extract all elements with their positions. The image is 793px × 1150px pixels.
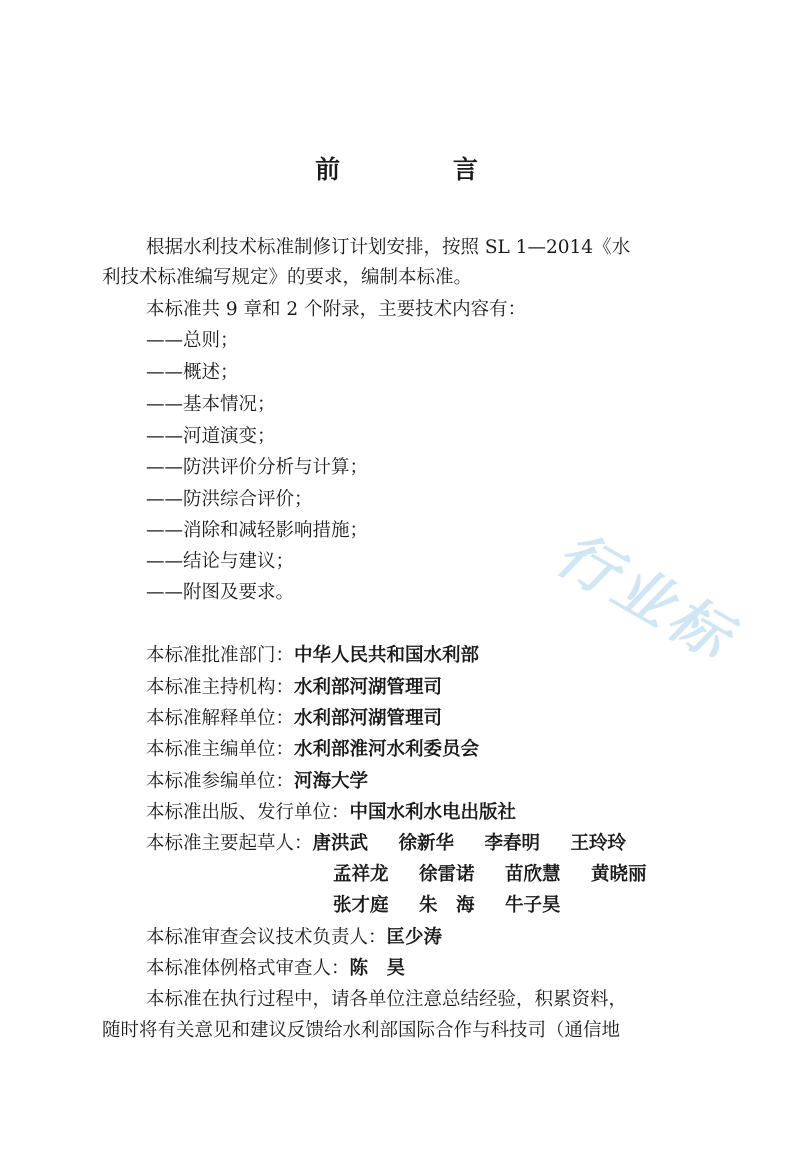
review-value: 匡少涛	[386, 927, 443, 948]
content-item: ——防洪评价分析与计算；	[146, 457, 369, 478]
approval-label: 本标准批准部门：	[146, 645, 295, 666]
drafter-name: 张才庭	[333, 895, 389, 916]
participant-line	[146, 769, 368, 795]
publisher-label: 本标准出版、发行单位：	[146, 802, 350, 823]
participant-label: 本标准参编单位：	[146, 771, 295, 792]
drafter-name: 徐新华	[398, 833, 455, 854]
content-item: ——河道演变；	[146, 426, 276, 447]
content-item: ——结论与建议；	[146, 551, 295, 572]
content-item: ——附图及要求。	[146, 582, 295, 603]
content-item: ——基本情况；	[146, 394, 276, 415]
interpret-label: 本标准解释单位：	[146, 708, 295, 729]
watermark-text: 行业标	[545, 519, 746, 675]
publisher-value: 中国水利水电出版社	[349, 802, 517, 823]
format-line	[146, 956, 405, 982]
content-item: ——消除和减轻影响措施；	[146, 520, 369, 541]
publisher-line	[146, 800, 516, 826]
drafter-name: 李春明	[484, 833, 541, 854]
drafter-name: 王玲玲	[570, 833, 627, 854]
drafters-line-1	[146, 831, 657, 857]
host-value: 水利部河湖管理司	[294, 677, 443, 698]
page-title: 前 言	[315, 155, 530, 184]
format-value: 陈 昊	[349, 958, 406, 979]
content-item: ——总则；	[146, 330, 239, 351]
host-label: 本标准主持机构：	[146, 677, 295, 698]
drafter-name: 苗欣慧	[505, 864, 561, 885]
editor-value: 水利部淮河水利委员会	[294, 739, 480, 760]
drafters-line-2	[333, 862, 677, 888]
intro-line-2: 利技术标准编写规定》的要求，编制本标准。	[102, 267, 473, 288]
drafters-label: 本标准主要起草人：	[146, 833, 313, 854]
interpret-line	[146, 706, 442, 732]
editor-line	[146, 737, 479, 763]
editor-label: 本标准主编单位：	[146, 739, 295, 760]
drafter-name: 黄晓丽	[591, 864, 647, 885]
closing-line-1: 本标准在执行过程中，请各单位注意总结经验，积累资料，	[146, 989, 628, 1010]
interpret-value: 水利部河湖管理司	[294, 708, 443, 729]
format-label: 本标准体例格式审查人：	[146, 958, 350, 979]
approval-value: 中华人民共和国水利部	[294, 645, 480, 666]
watermark	[521, 508, 793, 751]
approval-line	[146, 643, 479, 669]
host-line	[146, 675, 442, 701]
drafter-name: 孟祥龙	[333, 864, 389, 885]
drafter-name: 唐洪武	[312, 833, 369, 854]
review-label: 本标准审查会议技术负责人：	[146, 927, 387, 948]
participant-value: 河海大学	[294, 771, 369, 792]
intro-line-1: 根据水利技术标准制修订计划安排，按照 SL 1—2014《水	[146, 237, 631, 258]
drafter-name: 徐雷诺	[419, 864, 475, 885]
drafter-name: 牛子昊	[505, 895, 561, 916]
content-item: ——防洪综合评价；	[146, 489, 313, 510]
drafters-line-3	[333, 893, 591, 919]
intro-summary: 本标准共 9 章和 2 个附录，主要技术内容有：	[146, 299, 527, 320]
drafter-name: 朱 海	[419, 895, 475, 916]
content-item: ——概述；	[146, 362, 239, 383]
closing-line-2: 随时将有关意见和建议反馈给水利部国际合作与科技司（通信地	[102, 1020, 621, 1041]
review-line	[146, 925, 442, 951]
